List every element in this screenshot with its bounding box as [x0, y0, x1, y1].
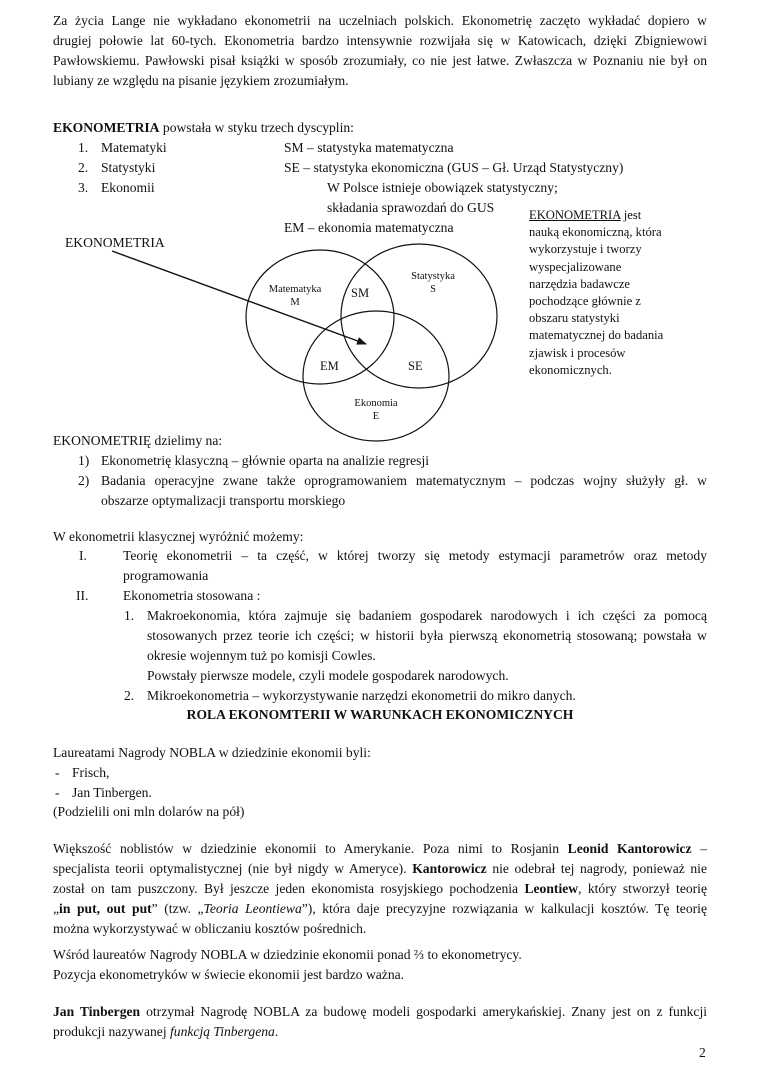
share-paragraph [53, 945, 707, 985]
lead-text: powstała w styku trzech dyscyplin: [159, 120, 354, 135]
list-number: 3. [78, 180, 89, 195]
roman-number: II. [76, 588, 89, 603]
text-line: zjawisk i procesów [529, 345, 626, 360]
list-item: Ekonomii [101, 180, 155, 195]
intersection-em: EM [320, 359, 339, 373]
text-line: okresie wojennym tuż po komisji Cowles. [147, 648, 376, 663]
name-bold: Jan Tinbergen [53, 1004, 141, 1019]
name-bold: Leonid Kantorowicz [567, 841, 692, 856]
section-heading: ROLA EKONOMTERII W WARUNKACH EKONOMICZNYCH [186, 707, 574, 722]
classic-lead: W ekonometrii klasycznej wyróżnić możemy: [53, 529, 304, 544]
note-se-sub: składania sprawozdań do GUS [327, 200, 495, 215]
intersection-sm: SM [351, 286, 370, 300]
dash-bullet: - [55, 765, 60, 780]
text-line: „in put, out put” (tzw. „Teoria Leontiewa”), która daje precyzyjne rozwiązania w kalkulacji kosztów. Tę teorię [53, 901, 707, 916]
laureates-note: (Podzielili oni mln dolarów na pół) [53, 804, 245, 819]
text-line: wyspecjalizowane [529, 259, 622, 274]
text-line: pochodzące głównie z [529, 294, 641, 309]
text-line: drugiej połowie lat 60-tych. Ekonometria bardzo intensywnie rozwijała się w Katowicach, dzięki Zbigniewowi [53, 33, 707, 48]
list-item: Mikroekonometria – wykorzystywanie narzędzi ekonometrii do mikro danych. [147, 688, 576, 703]
dash-bullet: - [55, 785, 60, 800]
text-line: Teorię ekonometrii – ta część, w której tworzy się metody estymacji parametrów oraz metody [123, 548, 707, 563]
note-em: EM – ekonomia matematyczna [284, 220, 454, 235]
text-line: Jan Tinbergen otrzymał Nagrodę NOBLA za budowę modeli gospodarki amerykańskiej. Znany jest on z funkcji [53, 1004, 707, 1019]
text-line: Pozycja ekonometryków w świecie ekonomii jest bardzo ważna. [53, 967, 405, 982]
text-line: produkcji nazywanej funkcją Tinbergena. [53, 1024, 279, 1039]
arrow-label: EKONOMETRIA [65, 235, 165, 250]
list-item: Frisch, [72, 765, 110, 780]
text-line: narzędzia badawcze [529, 276, 631, 291]
list-item: Jan Tinbergen. [72, 785, 152, 800]
list-number: 2. [124, 688, 135, 703]
text-line: programowania [123, 568, 209, 583]
text-line: obszaru statystyki [529, 311, 620, 326]
term-bold: EKONOMETRIA [53, 120, 160, 135]
list-item [123, 546, 707, 586]
list-number: 1. [78, 140, 89, 155]
text-line: jest [620, 208, 642, 222]
laureates-lead: Laureatami Nagrody NOBLA w dziedzinie ekonomii byli: [53, 745, 371, 760]
note-se-sub: W Polsce istnieje obowiązek statystyczny; [327, 180, 558, 195]
list-item: Statystyki [101, 160, 156, 175]
nobel-paragraph [53, 839, 707, 939]
tinbergen-paragraph [53, 1002, 707, 1042]
division-lead: EKONOMETRIĘ dzielimy na: [53, 433, 223, 448]
note-sm: SM – statystyka matematyczna [284, 140, 454, 155]
list-number: 2. [78, 160, 89, 175]
list-number: 1. [124, 608, 135, 623]
text-line: lubiany ze względu na pisanie językiem zrozumiałym. [53, 73, 349, 88]
text-line: matematycznej do badania [529, 328, 664, 343]
text-line: Wśród laureatów Nagrody NOBLA w dziedzinie ekonomii ponad ⅔ to ekonometrycy. [53, 947, 522, 962]
list-item [101, 471, 707, 511]
text-line: obszarze optymalizacji transportu morskiego [101, 493, 346, 508]
text-line: można wykorzystywać w obliczaniu kosztów pośrednich. [53, 921, 367, 936]
text-line: Badania operacyjne zwane także oprogramowaniem matematycznym – podczas wojny służyły gł. w [101, 473, 707, 488]
text-line: nauką ekonomiczną, która [529, 225, 662, 240]
definition-term: EKONOMETRIA [529, 208, 621, 222]
text-line: ekonomicznych. [529, 362, 612, 377]
note-se: SE – statystyka ekonomiczna (GUS – Gł. Urząd Statystyczny) [284, 160, 624, 175]
text-line: Makroekonomia, która zajmuje się badaniem gospodarek narodowych i ich części za pomocą [147, 608, 707, 623]
circle-symbol: M [290, 297, 300, 308]
list-item: Matematyki [101, 140, 167, 155]
circle-label-ekonomia [336, 397, 416, 423]
name-bold: Kantorowicz [412, 861, 487, 876]
roman-number: I. [79, 548, 87, 563]
list-number: 2) [78, 473, 90, 488]
list-item [147, 606, 707, 686]
list-number: 1) [78, 453, 90, 468]
circle-symbol: E [372, 411, 380, 422]
circle-symbol: S [430, 284, 436, 295]
text-line: Pawłowskiemu. Pawłowski pisał książki w sposób zrozumiały, co nie jest łatwe. Zwłaszcza w Poznaniu nie był on [53, 53, 707, 68]
text-line: został on tam puszczony. Był jeszcze jeden ekonomista rosyjskiego pochodzenia Leontiew, który stworzył teorię [53, 881, 707, 896]
term-italic: funkcją Tinbergena [170, 1024, 275, 1039]
circle-label-matematyka [255, 283, 335, 309]
text-line: stosowanych przez teorie ich części; w historii była pierwszą ekonometrią stosowaną; powstała w [147, 628, 707, 643]
name-bold: Leontiew [524, 881, 579, 896]
circle-name: Matematyka [268, 284, 322, 295]
page-number: 2 [699, 1045, 706, 1060]
circle-label-statystyka [393, 270, 473, 296]
circle-name: Statystyka [411, 271, 455, 282]
text-line: wykorzystuje i tworzy [529, 242, 642, 257]
term-italic: Teoria Leontiewa [203, 901, 302, 916]
term-bold: in put, out put [59, 901, 152, 916]
definition-box [529, 207, 709, 379]
list-item: Ekonometria stosowana : [123, 588, 261, 603]
intersection-se: SE [408, 359, 423, 373]
circle-name: Ekonomia [354, 398, 398, 409]
text-line: specjalista teorii optymalistycznej (nie był nigdy w Ameryce). Kantorowicz nie odebrał tej nagrody, ponieważ nie [53, 861, 707, 876]
text-line: Za życia Lange nie wykładano ekonometrii na uczelniach polskich. Ekonometrię zaczęto wykładać dopiero w [53, 13, 707, 28]
text-line: Powstały pierwsze modele, czyli modele gospodarek narodowych. [147, 668, 509, 683]
list-item: Ekonometrię klasyczną – głównie oparta na analizie regresji [101, 453, 430, 468]
text-line: Większość noblistów w dziedzinie ekonomii to Amerykanie. Poza nimi to Rosjanin Leonid Kantorowicz – [53, 841, 707, 856]
